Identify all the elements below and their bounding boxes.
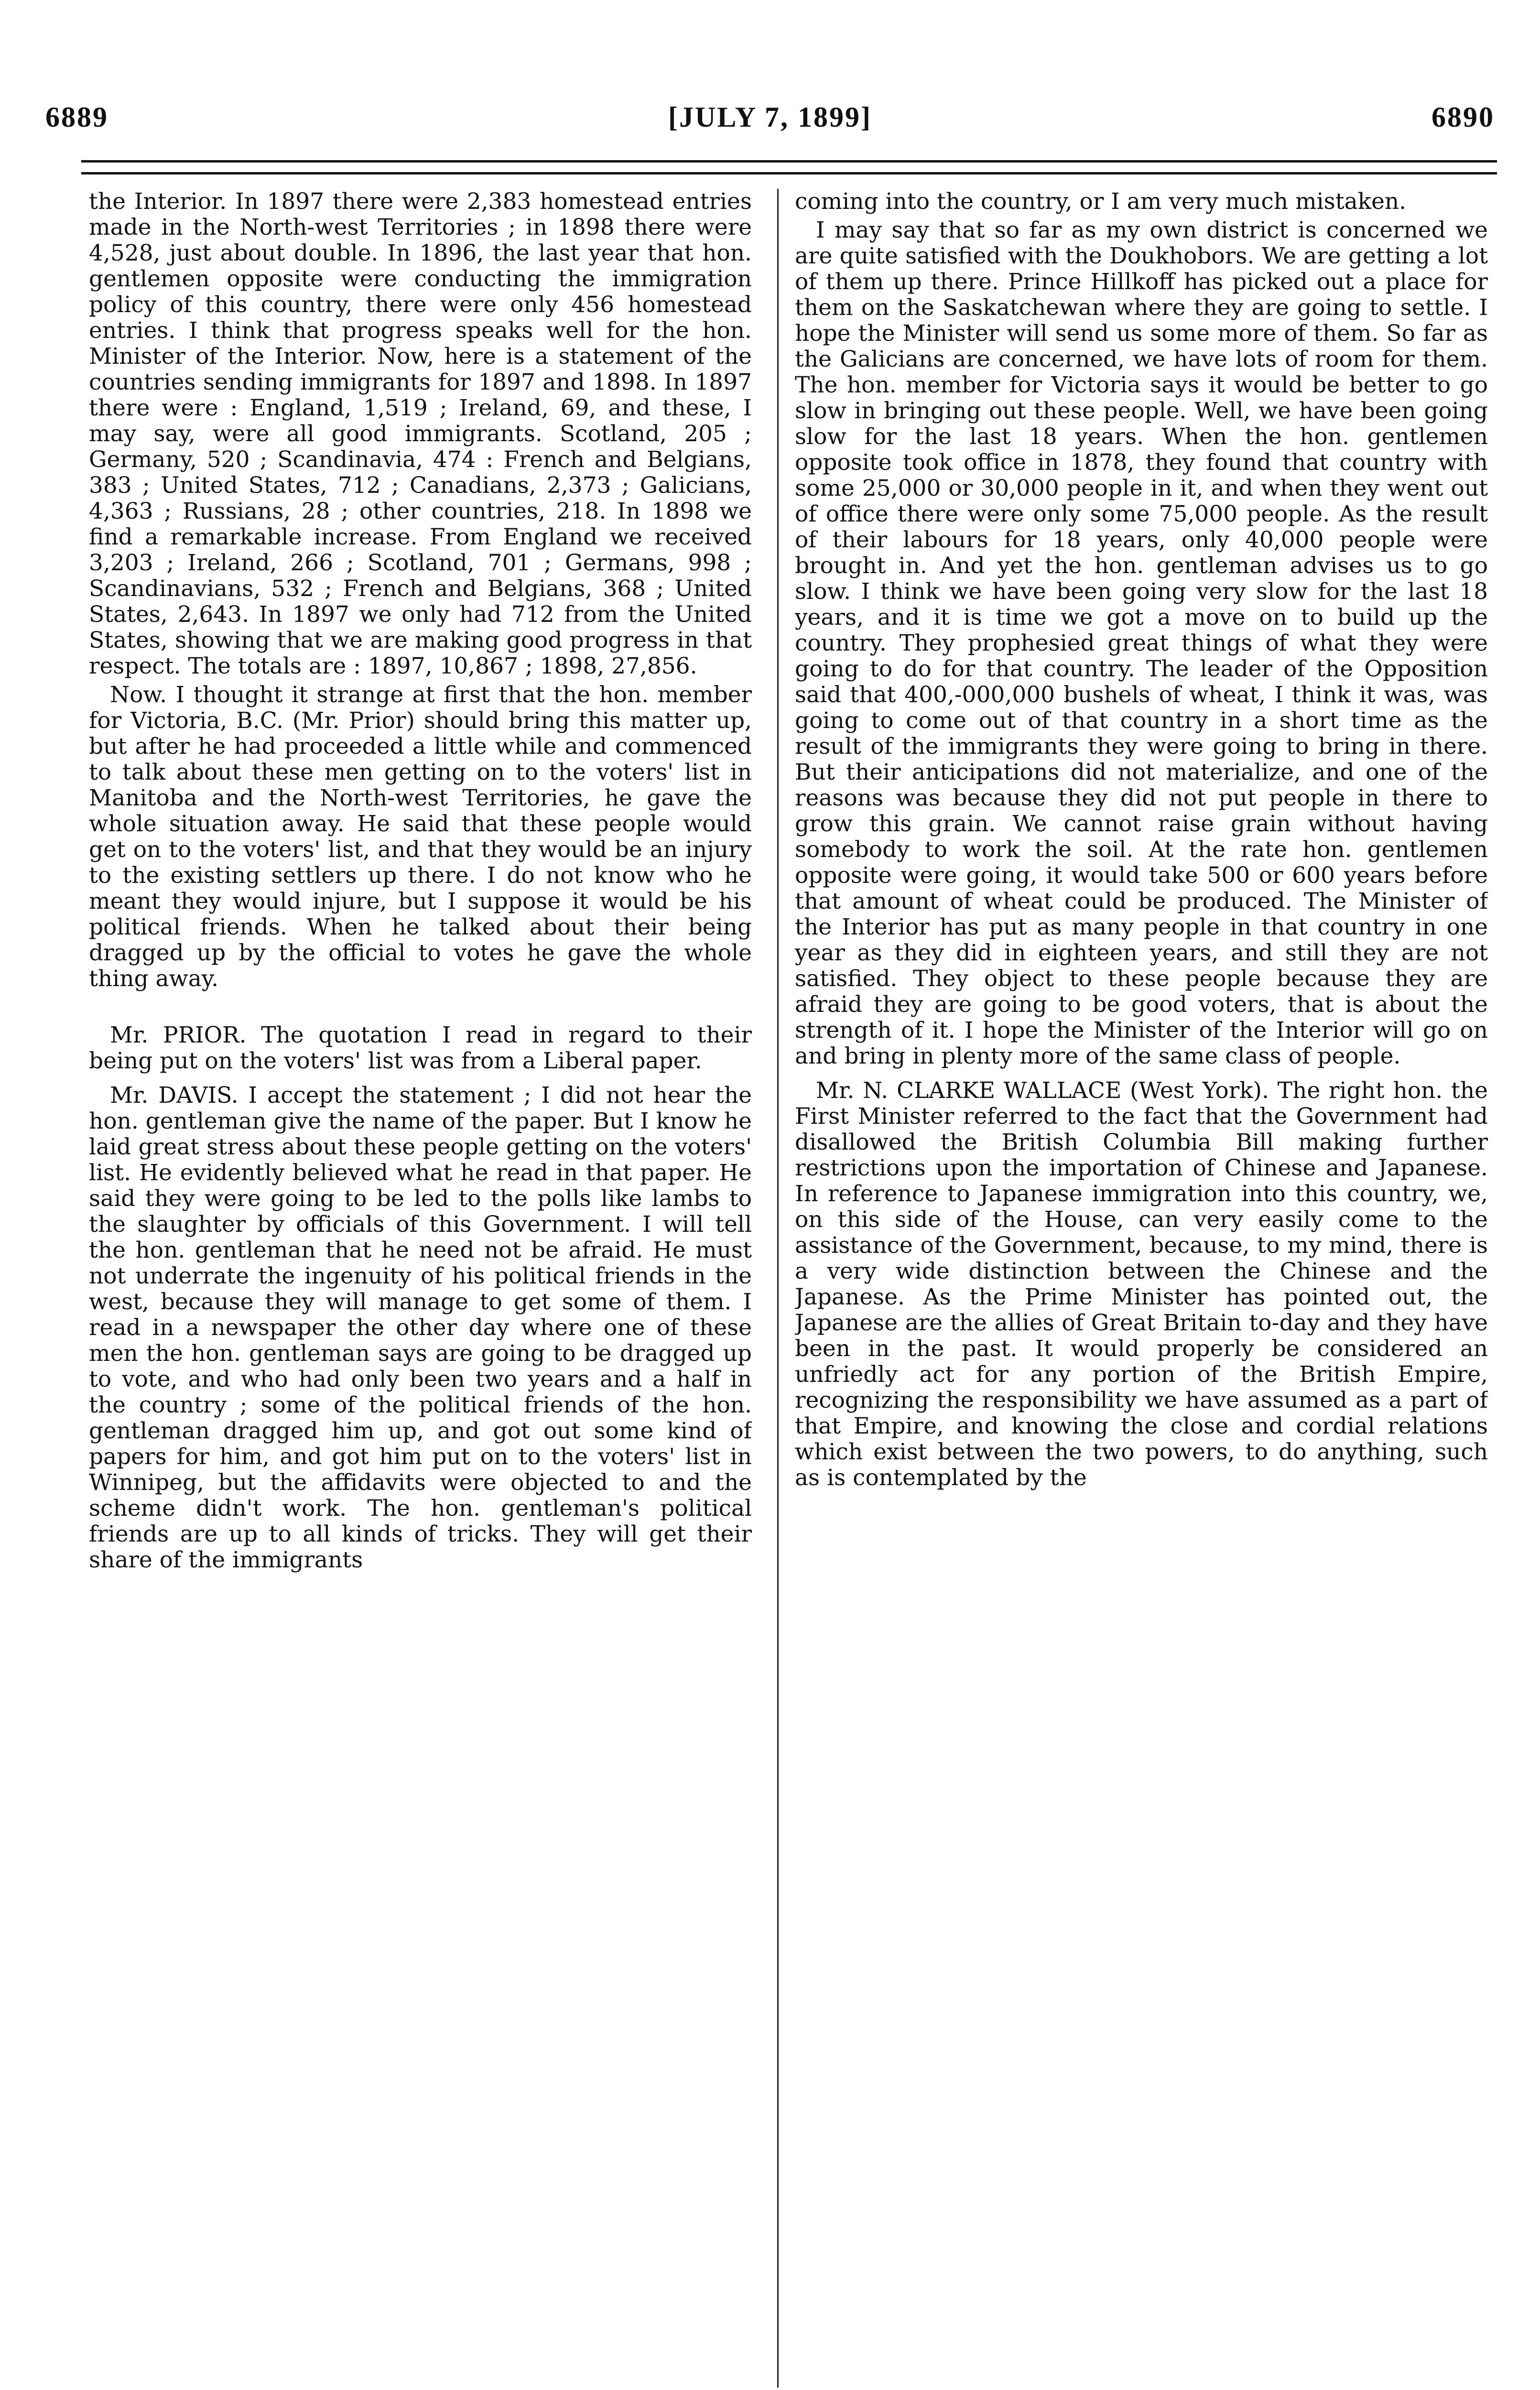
paragraph: coming into the country, or I am very much mistaken.	[795, 189, 1407, 215]
page-date: [JULY 7, 1899]	[668, 101, 872, 133]
paragraph: Now. I thought it strange at first that the hon. member for Victoria, B.C. (Mr. Prior) should bring this matter up, but after he had proceeded a little while and commenced to talk about these men getting on to the voters' list in Manitoba and the North-west Territories, he gave the whole situation away. He said that these people would get on to the voters' list, and that they would be an injury to the existing settlers up there. I do not know who he meant they would injure, but I suppose it would be his political friends. When he talked about their being dragged up by the official to votes he gave the whole thing away.	[89, 682, 752, 992]
spacer	[89, 995, 752, 1014]
speech-paragraph: Mr. DAVIS. I accept the statement ; I did not hear the hon. gentleman give the name of the paper. But I know he laid great stress about these people getting on the voters' list. He evidently believed what he read in that paper. He said they were going to be led to the polls like lambs to the slaughter by officials of this Government. I will tell the hon. gentleman that he need not be afraid. He must not underrate the ingenuity of his political friends in the west, because they will manage to get some of them. I read in a newspaper the other day where one of these men the hon. gentleman says are going to be dragged up to vote, and who had only been two years and a half in the country ; some of the political friends of the hon. gentleman dragged him up, and got out some kind of papers for him, and got him put on to the voters' list in Winnipeg, but the affidavits were objected to and the scheme didn't work. The hon. gentleman's political friends are up to all kinds of tricks. They will get their share of the immigrants	[89, 1082, 752, 1573]
speech-paragraph: Mr. N. CLARKE WALLACE (West York). The right hon. the First Minister referred to the fact that the Government had disallowed the British Columbia Bill making further restrictions upon the importation of Chinese and Japanese. In reference to Japanese immigration into this country, we, on this side of the House, can very easily come to the assistance of the Government, because, to my mind, there is a very wide distinction between the Chinese and the Japanese. As the Prime Minister has pointed out, the Japanese are the allies of Great Britain to-day and they have been in the past. It would properly be considered an unfriedly act for any portion of the British Empire, recognizing the responsibility we have assumed as a part of that Empire, and knowing the close and cordial relations which exist between the two powers, to do anything, such as is contemplated by the	[795, 1077, 1488, 1491]
right-column	[795, 189, 1488, 2378]
left-column	[89, 189, 752, 2378]
column-divider	[777, 189, 779, 2388]
header-rule-top	[81, 160, 1497, 163]
paragraph: I may say that so far as my own district is concerned we are quite satisfied with the Doukhobors. We are getting a lot of them up there. Prince Hillkoff has picked out a place for them on the Saskatchewan where they are going to settle. I hope the Minister will send us some more of them. So far as the Galicians are concerned, we have lots of room for them. The hon. member for Victoria says it would be better to go slow in bringing out these people. Well, we have been going slow for the last 18 years. When the hon. gentlemen opposite took office in 1878, they found that country with some 25,000 or 30,000 people in it, and when they went out of office there were only some 75,000 people. As the result of their labours for 18 years, only 40,000 people were brought in. And yet the hon. gentleman advises us to go slow. I think we have been going very slow for the last 18 years, and it is time we got a move on to build up the country. They prophesied great things of what they were going to do for that country. The leader of the Opposition said that 400,-000,000 bushels of wheat, I think it was, was going to come out of that country in a short time as the result of the immigrants they were going to bring in there. But their anticipations did not materialize, and one of the reasons was because they did not put people in there to grow this grain. We cannot raise grain without having somebody to work the soil. At the rate hon. gentlemen opposite were going, it would take 500 or 600 years before that amount of wheat could be produced. The Minister of the Interior has put as many people in that country in one year as they did in eighteen years, and still they are not satisfied. They object to these people because they are afraid they are going to be good voters, that is about the strength of it. I hope the Minister of the Interior will go on and bring in plenty more of the same class of people.	[795, 217, 1488, 1069]
paragraph: the Interior. In 1897 there were 2,383 homestead entries made in the North-west Territories ; in 1898 there were 4,528, just about double. In 1896, the last year that hon. gentlemen opposite were conducting the immigration policy of this country, there were only 456 homestead entries. I think that progress speaks well for the hon. Minister of the Interior. Now, here is a statement of the countries sending immigrants for 1897 and 1898. In 1897 there were : England, 1,519 ; Ireland, 69, and these, I may say, were all good immigrants. Scotland, 205 ; Germany, 520 ; Scandinavia, 474 : French and Belgians, 383 ; United States, 712 ; Canadians, 2,373 ; Galicians, 4,363 ; Russians, 28 ; other countries, 218. In 1898 we find a remarkable increase. From England we received 3,203 ; Ireland, 266 ; Scotland, 701 ; Germans, 998 ; Scandinavians, 532 ; French and Belgians, 368 ; United States, 2,643. In 1897 we only had 712 from the United States, showing that we are making good progress in that respect. The totals are : 1897, 10,867 ; 1898, 27,856.	[89, 189, 752, 679]
header-rule-bottom	[81, 172, 1497, 174]
page-number-left: 6889	[45, 101, 108, 133]
speech-paragraph: Mr. PRIOR. The quotation I read in regard to their being put on the voters' list was from a Liberal paper.	[89, 1022, 752, 1074]
page-number-right: 6890	[1432, 101, 1495, 133]
page-header	[45, 96, 1495, 139]
